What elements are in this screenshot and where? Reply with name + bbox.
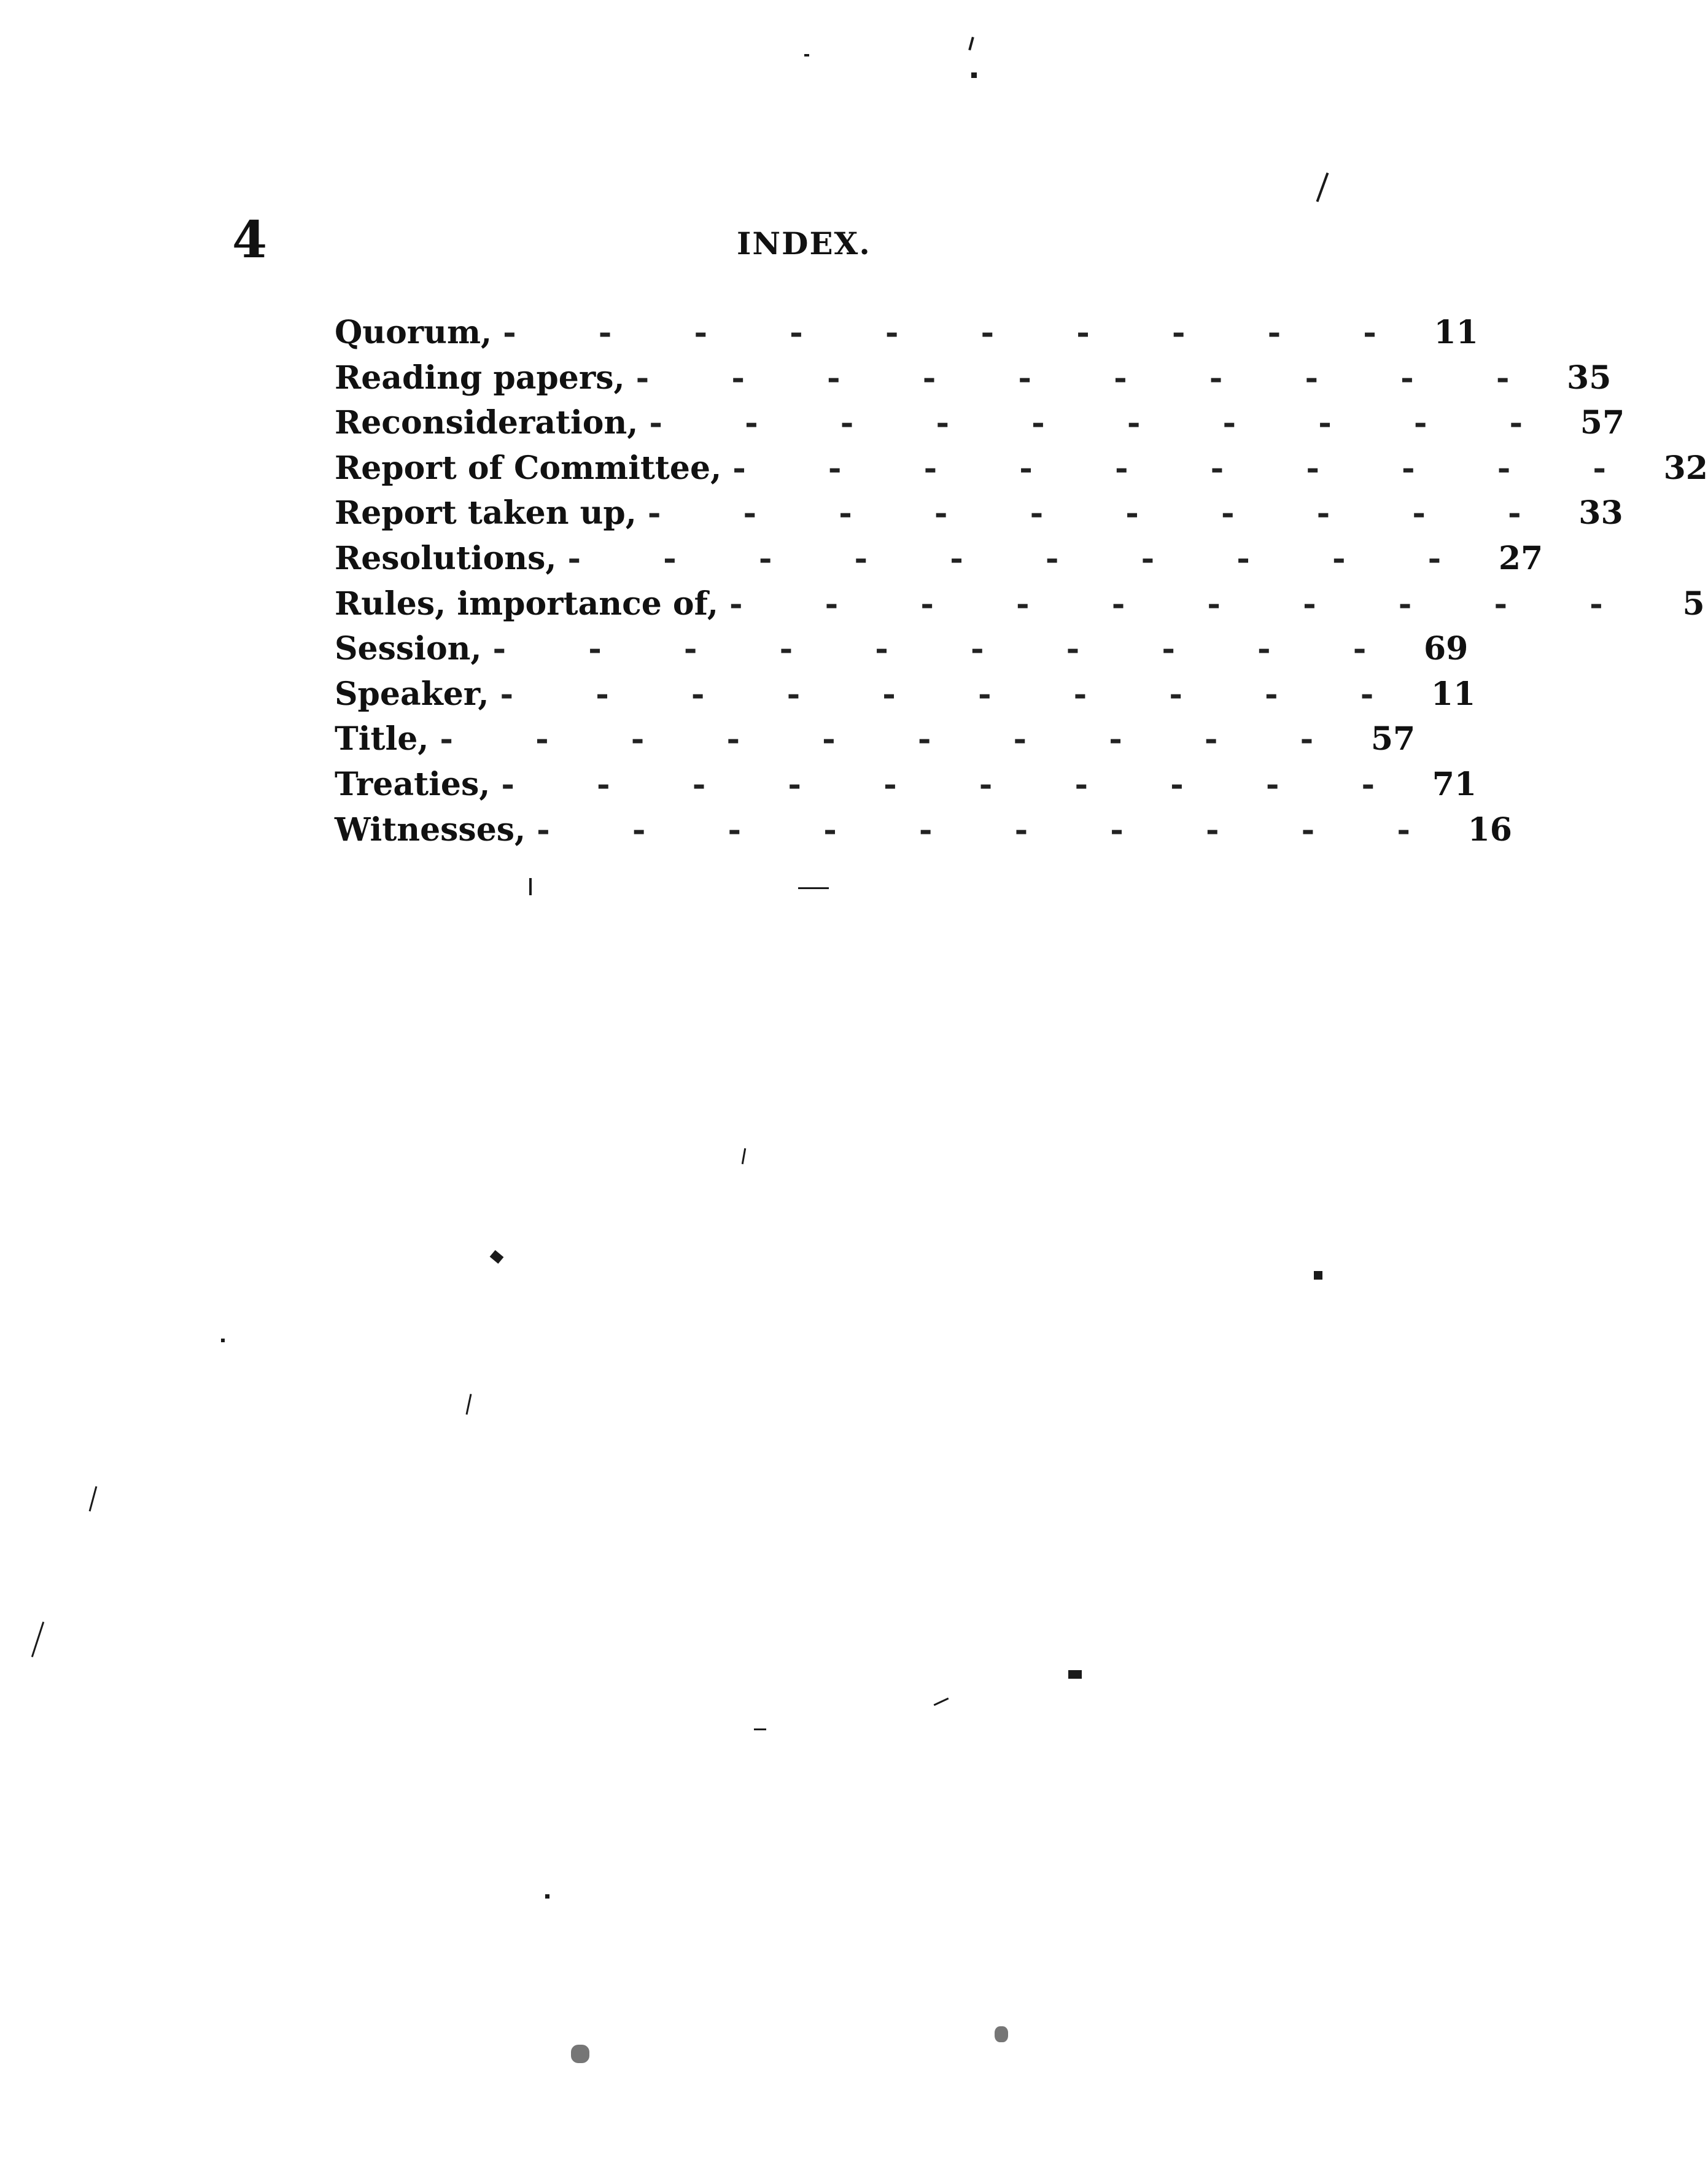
scan-speck	[545, 1894, 549, 1899]
index-entry-treaties	[335, 762, 1477, 807]
index-entry-reading-papers	[335, 356, 1612, 401]
scan-speck	[995, 2026, 1008, 2042]
index-page-number: 33	[1578, 494, 1623, 532]
scan-speck	[1316, 173, 1329, 202]
scan-speck	[1314, 1271, 1322, 1280]
dot-leader: - - - - - - - - - -	[729, 585, 1639, 623]
index-page-number: 11	[1434, 314, 1478, 351]
index-page-number: 71	[1432, 765, 1477, 803]
index-page-number: 57	[1370, 720, 1416, 758]
dot-leader: - - - - - - - - - -	[503, 314, 1412, 351]
index-entry-speaker	[335, 672, 1476, 717]
index-entry-resolutions	[335, 536, 1543, 581]
scan-speck	[934, 1698, 949, 1706]
dot-leader: - - - - - - - - - -	[500, 675, 1410, 713]
index-entry-witnesses	[335, 807, 1512, 853]
scan-speck	[490, 1250, 504, 1264]
scan-speck	[1068, 1670, 1082, 1679]
index-entry-title	[335, 717, 1416, 762]
index-page-number: 69	[1423, 630, 1469, 668]
scan-speck	[754, 1728, 766, 1730]
scan-speck	[804, 54, 809, 56]
index-page-number: 35	[1567, 359, 1612, 397]
index-term: Report of Committee,	[335, 449, 722, 487]
index-entry-reconsideration	[335, 400, 1625, 446]
scan-speck	[571, 2045, 589, 2063]
index-term: Session,	[335, 630, 482, 668]
index-entry-session	[335, 626, 1469, 672]
dot-leader: - - - - - - - - - -	[440, 720, 1349, 758]
index-term: Report taken up,	[335, 494, 637, 532]
index-page-number: 5	[1682, 585, 1705, 623]
index-entry-report-of-committee	[335, 446, 1708, 491]
index-list	[335, 310, 1708, 852]
scan-speck	[971, 72, 977, 78]
index-page-number: 32	[1663, 449, 1708, 487]
index-term: Quorum,	[335, 314, 492, 351]
index-page-number: 16	[1467, 811, 1512, 849]
index-term: Speaker,	[335, 675, 489, 713]
dot-leader: - - - - - - - - - -	[649, 404, 1559, 442]
index-page-number: 27	[1498, 539, 1543, 577]
page-title: INDEX.	[737, 225, 871, 262]
dot-leader: - - - - - - - - - -	[537, 811, 1446, 849]
page-number: 4	[232, 211, 268, 270]
index-term: Title,	[335, 720, 429, 758]
dot-leader: - - - - - - - - - -	[492, 630, 1402, 668]
index-entry-quorum	[335, 310, 1478, 356]
index-term: Resolutions,	[335, 539, 557, 577]
index-term: Reading papers,	[335, 359, 625, 397]
dot-leader: - - - - - - - - - -	[647, 494, 1557, 532]
index-term: Witnesses,	[335, 811, 526, 849]
dot-leader: - - - - - - - - - -	[501, 765, 1411, 803]
scan-speck	[968, 37, 974, 50]
scan-speck	[798, 887, 829, 889]
scan-speck	[221, 1339, 225, 1342]
index-page-number: 11	[1430, 675, 1476, 713]
index-term: Rules, importance of,	[335, 585, 718, 623]
scan-speck	[529, 878, 532, 895]
dot-leader: - - - - - - - - - -	[567, 539, 1477, 577]
scan-speck	[742, 1148, 746, 1164]
index-entry-report-taken-up	[335, 491, 1623, 536]
index-term: Treaties,	[335, 765, 491, 803]
index-entry-rules-importance	[335, 581, 1705, 627]
scan-speck	[89, 1486, 98, 1511]
dot-leader: - - - - - - - - - -	[732, 449, 1642, 487]
index-term: Reconsideration,	[335, 404, 639, 442]
scan-speck	[465, 1394, 472, 1415]
dot-leader: - - - - - - - - - -	[635, 359, 1545, 397]
index-page-number: 57	[1580, 404, 1625, 442]
scan-speck	[31, 1622, 44, 1657]
